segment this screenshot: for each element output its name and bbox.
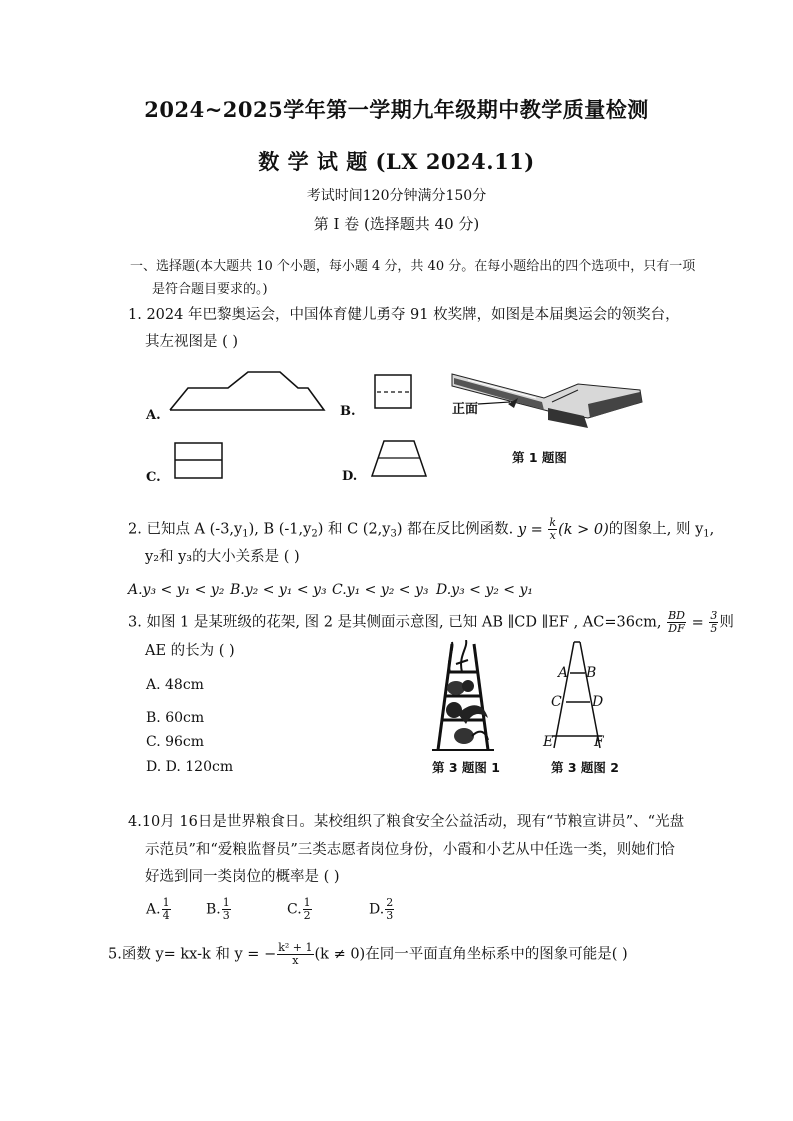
q3-option-d[interactable]: D. D. 120cm <box>146 759 234 775</box>
q4-option-c[interactable]: C. $\frac{1}{2}$ <box>287 896 311 922</box>
q2-part-a: 2. 已知点 A (-3,y <box>128 521 243 538</box>
q4-option-b[interactable]: B. $\frac{1}{3}$ <box>206 896 230 922</box>
q3-option-a[interactable]: A. 48cm <box>146 677 204 693</box>
q2-text-line1: 2. 已知点 A $(-3,y_1)$, B $(-1,y_2)$ 和 C $(2,y_3)$ 都在反比例函数. y = $\frac{k}{x}$ (k > 0)的图象上, 则 $y_1$, <box>128 516 715 542</box>
q1-text-line2: 其左视图是 ( ) <box>145 334 239 350</box>
q2-option-c[interactable]: C.y₁ < y₂ < y₃ <box>332 582 429 598</box>
volume-label: 第 I 卷 (选择题共 40 分) <box>313 215 480 233</box>
q3-option-c[interactable]: C. 96cm <box>146 734 205 750</box>
q1-option-c-label[interactable]: C. <box>146 470 161 485</box>
section-instruction-line2: 是符合题目要求的。) <box>152 282 268 297</box>
podium-front-outline <box>170 372 324 410</box>
q2-part-b: ), B (-1,y <box>248 521 312 538</box>
q1-option-a-figure <box>168 368 328 414</box>
q3-figure2-caption: 第 3 题图 2 <box>551 760 619 775</box>
section-instruction-line1: 一、选择题(本大题共 10 个小题，每小题 4 分，共 40 分。在每小题给出的四个选项中，只有一项 <box>130 259 696 274</box>
q5-part-b: 在同一平面直角坐标系中的图象可能是( ) <box>365 946 628 963</box>
q1-option-b-figure <box>372 372 414 412</box>
q2-function: y = $\frac{k}{x}$ (k > 0) <box>517 516 609 542</box>
q1-text-line1: 1. 2024 年巴黎奥运会，中国体育健儿勇夺 91 枚奖牌，如图是本届奥运会的领奖台， <box>128 307 680 323</box>
q3-option-b[interactable]: B. 60cm <box>146 710 205 726</box>
q2-option-d[interactable]: D.y₃ < y₂ < y₁ <box>436 582 534 598</box>
q2-option-b[interactable]: B.y₂ < y₁ < y₃ <box>230 582 327 598</box>
q1-option-a-label[interactable]: A. <box>146 408 161 423</box>
q1-front-label: 正面 <box>452 402 479 417</box>
q1-option-b-label[interactable]: B. <box>340 404 356 419</box>
q2-option-a[interactable]: A.y₃ < y₁ < y₂ <box>128 582 225 598</box>
q5-text-line1: 5.函数 y= kx-k 和 y = − $\frac{\text{k² + 1}}{x}$ (k ≠ 0)在同一平面直角坐标系中的图象可能是( ) <box>108 941 628 967</box>
q1-option-d-figure <box>368 438 430 480</box>
q3-point-a: A <box>558 665 569 681</box>
q3-line1-end: 则 <box>719 614 734 631</box>
q3-ratio: $\frac{BD}{DF}$ = $\frac{3}{5}$ <box>668 609 718 635</box>
q3-point-e: E <box>543 734 554 750</box>
q3-line1-text: 3. 如图 1 是某班级的花架, 图 2 是其侧面示意图, 已知 AB ∥CD ∥EF , AC=36cm, <box>128 614 662 631</box>
q2-part-d: ) 都在反比例函数. <box>396 521 514 538</box>
q3-flower-rack-illustration <box>428 640 498 752</box>
q2-text-line2: y₂和 y₃的大小关系是 ( ) <box>145 549 300 565</box>
q3-text-line1 <box>128 610 734 635</box>
q3-figure1-caption: 第 3 题图 1 <box>432 760 500 775</box>
q4-text-line1: 4.10月 16日是世界粮食日。某校组织了粮食安全公益活动，现有“节粮宣讲员”、“光盘 <box>128 814 685 830</box>
q2-part-e: 的图象上, 则 y <box>608 521 704 538</box>
q4-option-a[interactable]: A. $\frac{1}{4}$ <box>146 896 170 922</box>
q4-text-line2: 示范员”和“爱粮监督员”三类志愿者岗位身份，小霞和小艺从中任选一类，则她们恰 <box>145 842 675 858</box>
q1-option-c-figure <box>172 440 226 482</box>
exam-info: 考试时间120分钟满分150分 <box>306 188 487 204</box>
exam-subtitle: 数 学 试 题 (LX 2024.11) <box>258 149 535 174</box>
q2-part-c: ) 和 C (2,y <box>317 521 391 538</box>
exam-title: 2024~2025学年第一学期九年级期中教学质量检测 <box>144 97 649 122</box>
q1-option-d-label[interactable]: D. <box>342 469 358 484</box>
q3-point-f: F <box>594 734 604 750</box>
q3-text-line2: AE 的长为 ( ) <box>145 643 235 659</box>
q4-option-d[interactable]: D. $\frac{2}{3}$ <box>369 896 394 922</box>
q1-figure-caption: 第 1 题图 <box>512 450 567 465</box>
q3-point-c: C <box>551 694 562 710</box>
q3-point-d: D <box>592 694 604 710</box>
q5-part-a: 5.函数 y= kx-k 和 y = − <box>108 946 277 963</box>
q3-point-b: B <box>586 665 597 681</box>
q4-text-line3: 好选到同一类岗位的概率是 ( ) <box>145 869 340 885</box>
q5-fraction: $\frac{\text{k² + 1}}{x}$ <box>278 941 313 967</box>
